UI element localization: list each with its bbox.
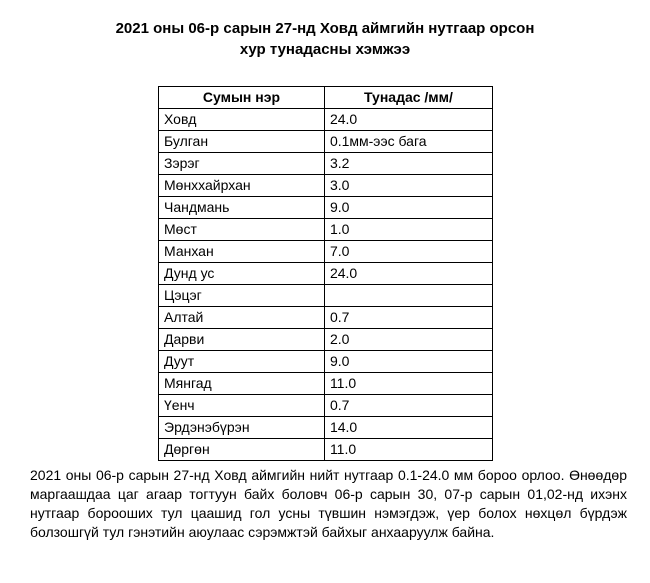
precipitation-value-cell: 24.0 [324,263,492,285]
precipitation-value-cell: 24.0 [324,109,492,131]
table-row [159,307,493,329]
table-row [159,373,493,395]
precipitation-value-cell: 14.0 [324,417,492,439]
table-header-row [159,87,493,109]
district-name-cell: Дунд ус [159,263,325,285]
title-line-1: 2021 оны 06-р сарын 27-нд Ховд аймгийн нутгаар орсон [115,20,535,37]
table-row [159,417,493,439]
precipitation-value-cell: 2.0 [324,329,492,351]
table-row [159,131,493,153]
table-row [159,175,493,197]
precipitation-value-cell: 0.1мм-ээс бага [324,131,492,153]
summary-paragraph: 2021 оны 06-р сарын 27-нд Ховд аймгийн нийт нутгаар 0.1-24.0 мм бороо орлоо. Өнөөдөр маргаашдаа цаг агаар тогтуун байх боловч 06-р сарын 30, 07-р сарын 01,02-нд ихэнх нутгаар бороошиx тул цаашид гол усны түвшин нэмэгдэж, үер болох нөхцөл бүрдэж болзошгүй тул гэнэтийн аюулаас сэрэмжтэй байхыг анхааруулж байна. [30,467,627,540]
table-row [159,329,493,351]
table-row [159,197,493,219]
district-name-cell: Чандмань [159,197,325,219]
table-row [159,439,493,461]
district-name-cell: Дуут [159,351,325,373]
precipitation-value-cell: 9.0 [324,351,492,373]
table-row [159,395,493,417]
district-name-cell: Мөнххайрхан [159,175,325,197]
precipitation-value-cell: 1.0 [324,219,492,241]
precipitation-value-cell: 3.2 [324,153,492,175]
district-name-cell: Мянгад [159,373,325,395]
district-name-cell: Ховд [159,109,325,131]
precipitation-value-cell [324,285,492,307]
table-row [159,109,493,131]
header-district-name: Сумын нэр [159,87,325,109]
district-name-cell: Булган [159,131,325,153]
title-line-2: хур тунадасны хэмжээ [239,41,411,58]
table-row [159,285,493,307]
precipitation-value-cell: 0.7 [324,307,492,329]
district-name-cell: Зэрэг [159,153,325,175]
document-title [0,18,650,60]
table-row [159,351,493,373]
district-name-cell: Цэцэг [159,285,325,307]
district-name-cell: Үенч [159,395,325,417]
precipitation-value-cell: 11.0 [324,373,492,395]
precipitation-value-cell: 11.0 [324,439,492,461]
table-row [159,219,493,241]
district-name-cell: Алтай [159,307,325,329]
precipitation-value-cell: 9.0 [324,197,492,219]
district-name-cell: Эрдэнэбүрэн [159,417,325,439]
precipitation-value-cell: 0.7 [324,395,492,417]
header-precipitation: Тунадас /мм/ [324,87,492,109]
precipitation-value-cell: 3.0 [324,175,492,197]
district-name-cell: Дөргөн [159,439,325,461]
district-name-cell: Манхан [159,241,325,263]
table-row [159,241,493,263]
district-name-cell: Дарви [159,329,325,351]
precipitation-table [158,86,493,461]
table-row [159,153,493,175]
precipitation-value-cell: 7.0 [324,241,492,263]
table-row [159,263,493,285]
district-name-cell: Мөст [159,219,325,241]
table-body [159,109,493,461]
